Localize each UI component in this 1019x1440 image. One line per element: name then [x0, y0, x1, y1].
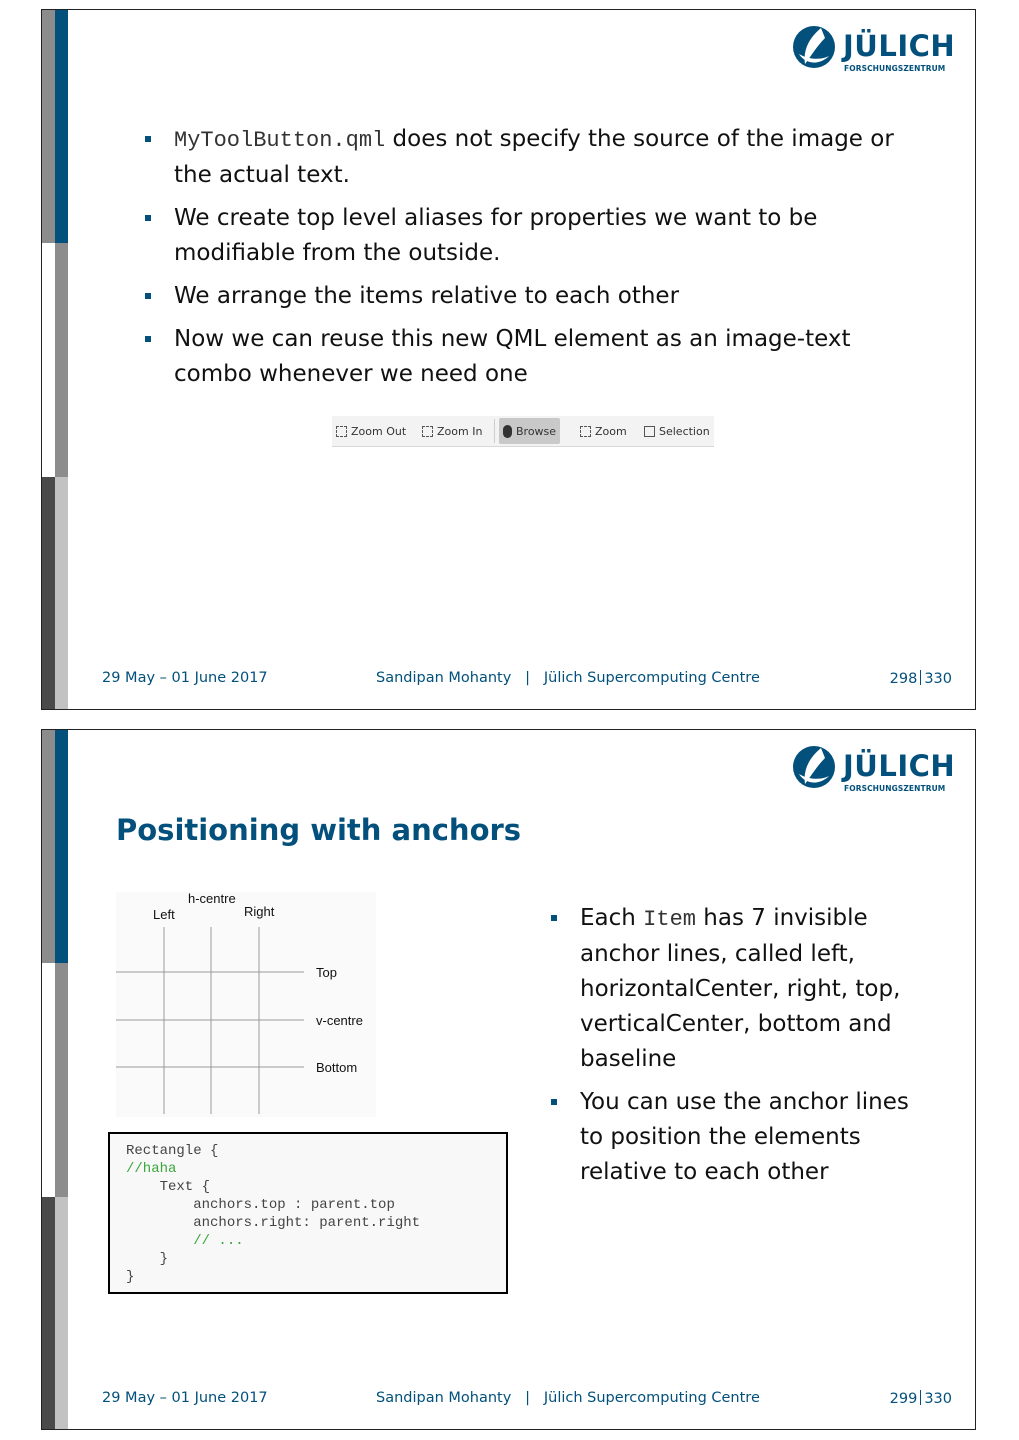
logo-subtitle: FORSCHUNGSZENTRUM [844, 784, 946, 793]
current-page: 299 [889, 1391, 918, 1407]
zoom-out-button[interactable] [332, 418, 410, 444]
sidebar-segment [42, 1197, 68, 1430]
slide-title: Positioning with anchors [116, 813, 522, 847]
bullet-text: We create top level aliases for properties we want to be modifiable from the outside. [174, 205, 818, 266]
label-hcentre: h-centre [188, 892, 236, 906]
zoom-in-button[interactable] [418, 418, 486, 444]
slide-299 [41, 729, 976, 1430]
code-line: Text { [126, 1179, 211, 1195]
code-line: } [126, 1269, 135, 1285]
sidebar-segment [42, 10, 68, 243]
selection-button[interactable] [640, 418, 714, 444]
page-number [890, 670, 952, 687]
list-item [548, 901, 938, 1077]
slide-sidebar [42, 10, 68, 709]
julich-swirl-icon [791, 24, 839, 72]
page-separator [920, 1390, 921, 1405]
code-comment: // ... [126, 1233, 244, 1249]
label-bottom: Bottom [316, 1060, 358, 1075]
footer-date: 29 May – 01 June 2017 [102, 1390, 268, 1406]
list-item [142, 122, 922, 193]
toolbar-label: Browse [516, 424, 557, 438]
inline-code: Item [643, 907, 696, 932]
bullet-marker [145, 136, 151, 142]
sidebar-segment [42, 477, 68, 710]
footer-author: Sandipan Mohanty | Jülich Supercomputing Centre [376, 670, 760, 686]
anchor-grid [116, 892, 376, 1117]
toolbar-label: Zoom In [437, 424, 483, 438]
bullet-text: You can use the anchor lines to position the elements relative to each other [580, 1089, 909, 1185]
list-item [142, 322, 922, 392]
bullet-text: Now we can reuse this new QML element as an image-text combo whenever we need one [174, 326, 851, 387]
code-comment: //haha [126, 1161, 177, 1177]
logo-wordmark: JÜLICH [843, 749, 956, 783]
slide-298 [41, 9, 976, 710]
toolbar-label: Zoom [595, 424, 627, 438]
anchor-lines-diagram [116, 892, 376, 1117]
zoom-out-icon [336, 426, 347, 437]
bullet-text: We arrange the items relative to each other [174, 283, 680, 309]
toolbar-separator [494, 419, 495, 443]
total-pages: 330 [924, 1391, 952, 1407]
label-vcentre: v-centre [316, 1013, 363, 1028]
bullet-marker [145, 336, 151, 342]
code-block [108, 1132, 508, 1294]
julich-logo [791, 24, 956, 76]
footer-date: 29 May – 01 June 2017 [102, 670, 268, 686]
bullet-marker [551, 915, 557, 921]
bullet-text: does not specify the source of the image or the actual text. [174, 126, 894, 188]
label-left: Left [153, 907, 175, 922]
page-separator [920, 670, 921, 685]
label-right: Right [244, 904, 275, 919]
bullet-list [142, 122, 922, 400]
bullet-list [548, 901, 938, 1198]
footer-author: Sandipan Mohanty | Jülich Supercomputing Centre [376, 1390, 760, 1406]
code-line: } [126, 1251, 169, 1267]
julich-logo [791, 744, 956, 796]
toolbar-label: Selection [659, 424, 710, 438]
sidebar-segment [42, 963, 68, 1197]
list-item [142, 279, 922, 314]
code-line: anchors.top : parent.top [126, 1197, 395, 1213]
mouse-icon [503, 425, 512, 438]
browse-button[interactable] [499, 418, 560, 444]
toolbar-screenshot [332, 416, 714, 447]
logo-subtitle: FORSCHUNGSZENTRUM [844, 64, 946, 73]
list-item [142, 201, 922, 271]
slide-sidebar [42, 730, 68, 1429]
inline-code: MyToolButton.qml [174, 128, 386, 153]
zoom-region-icon [580, 426, 591, 437]
logo-wordmark: JÜLICH [843, 29, 956, 63]
page-number [890, 1390, 952, 1407]
label-top: Top [316, 965, 337, 980]
julich-swirl-icon [791, 744, 839, 792]
zoom-in-icon [422, 426, 433, 437]
bullet-text: has 7 invisible anchor lines, called left, horizontalCenter, right, top, verticalCenter, bottom and baseline [580, 905, 901, 1072]
sidebar-segment [42, 243, 68, 477]
bullet-marker [551, 1099, 557, 1105]
zoom-button[interactable] [576, 418, 631, 444]
current-page: 298 [889, 671, 918, 687]
toolbar-label: Zoom Out [351, 424, 407, 438]
bullet-text: Each [580, 905, 644, 931]
selection-icon [644, 426, 655, 437]
code-line: anchors.right: parent.right [126, 1215, 421, 1231]
total-pages: 330 [924, 671, 952, 687]
bullet-marker [145, 293, 151, 299]
sidebar-segment [42, 730, 68, 963]
bullet-marker [145, 215, 151, 221]
code-line: Rectangle { [126, 1143, 219, 1159]
list-item [548, 1085, 938, 1190]
